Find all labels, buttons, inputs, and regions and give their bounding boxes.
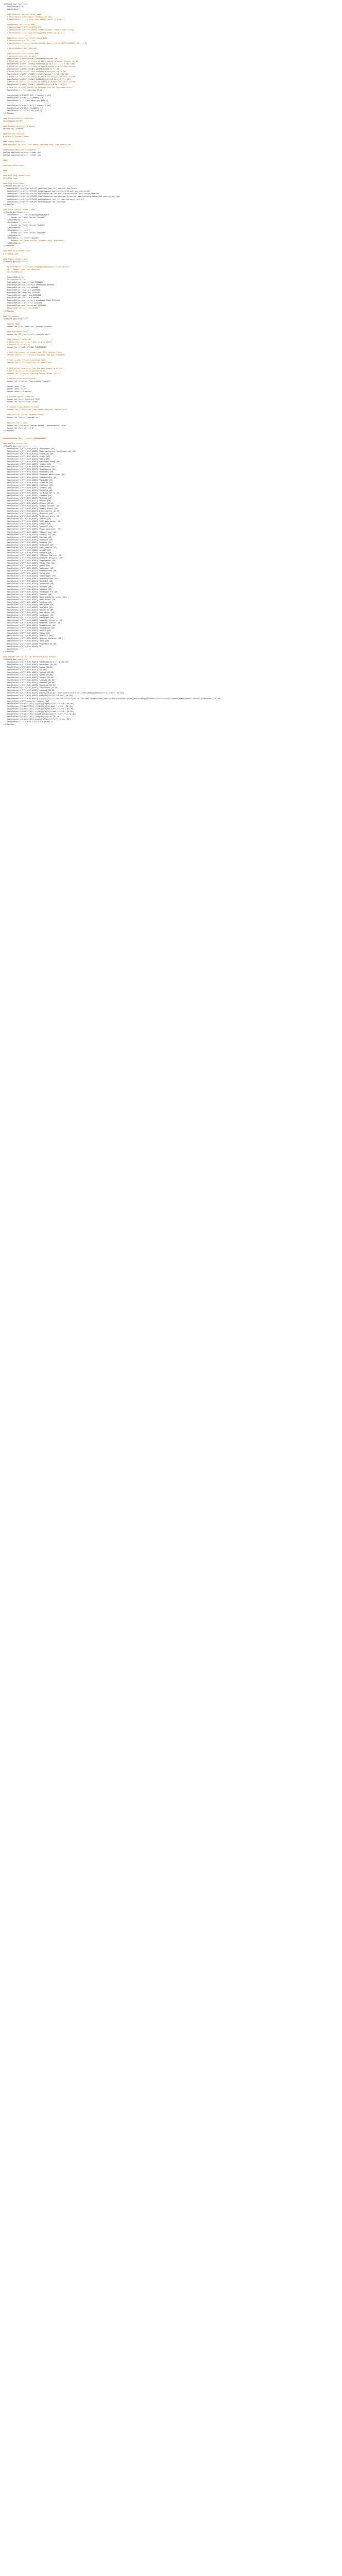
- code-line: RewriteCond %{HTTP_USER_AGENT} ^DISCo [OR]: [3, 458, 50, 461]
- code-line: RewriteCond %{HTTP_USER_AGENT} ^Widow [OR]: [3, 632, 50, 635]
- code-line: #### Set the Creator: [3, 421, 28, 424]
- code-line: # Prevent clickjacking: [3, 344, 30, 346]
- code-line: RewriteCond %{HTTP_USER_AGENT} ^WebGo\ IS [OR]: [3, 608, 55, 611]
- code-line: # Disable server signature: [3, 396, 34, 398]
- code-line: RewriteCond %{REQUEST_URI} (<|%3C)([^e]*e)+mbed.*(>|%3E) [NC,OR]: [3, 705, 73, 707]
- code-line: RewriteCond %{HTTP_USER_AGENT} ^Octopus [OR]: [3, 551, 53, 554]
- code-line: ExpiresByType application/x-shockwave-flash A2592000: [3, 299, 61, 302]
- code-line: # Send all blocked request to homepage with 403 Forbidden error!: [3, 86, 73, 89]
- code-line: RewriteCond %{HTTP_USER_AGENT} ^NetZIP [OR]: [3, 549, 52, 551]
- code-line: RewriteCond %{HTTP_USER_AGENT} ^Navroad [OR]: [3, 536, 53, 538]
- code-line: RewriteCond %{HTTP_USER_AGENT} ^$: [3, 645, 41, 648]
- code-line: #ExpiresByType text/html M3600: [3, 307, 38, 310]
- code-line: RewriteCond %{HTTP_USER_AGENT} ^Offline\ Explorer [OR]: [3, 554, 63, 556]
- code-line: RewriteCond %{HTTP_USER_AGENT} ^Mozilla/4.0$ [OR]: [3, 642, 58, 645]
- code-line: Header unset X-Pingback: [3, 390, 31, 393]
- code-line: RewriteRule ^(.*)$ index.php [F,L]: [3, 89, 42, 91]
- code-line: RewriteCond %{HTTP_USER_AGENT} ^NearSite [OR]: [3, 538, 54, 541]
- code-line: RewriteCond %{HTTP_USER_AGENT} ^NetAnts [OR]: [3, 541, 53, 544]
- code-line: RewriteCond %{QUERY_STRING} (<|%3C).*script.*(>|%3E) [NC,OR]: [3, 73, 69, 76]
- code-line: ExpiresByType image/gif A2592000: [3, 289, 40, 292]
- code-line: RewriteCond %{HTTP_USER_AGENT} ^Internet\ Ninja [OR]: [3, 515, 61, 518]
- code-line: #### Sample Redirects: [3, 141, 25, 143]
- code-line: RewriteCond %{HTTP_USER_AGENT} ^WebWhacker [OR]: [3, 627, 56, 630]
- code-line: #### HTTP ETag header ####: [3, 175, 30, 177]
- code-line: RewriteBase /: [3, 8, 21, 11]
- code-line: AddOutputFilterByType DEFLATE image/svg+xml application/xhtml+xml application/xml: [3, 190, 90, 193]
- code-line: RewriteCond %{HTTP_USER_AGENT} (%0A|%0D|%27|%3C|%3E|%00) [NC,OR]: [3, 694, 73, 697]
- code-line: AddOutputFilterByType DEFLATE application/x-font-ttf application/x-font-otf: [3, 198, 84, 200]
- code-line: RewriteCond %{HTTP_USER_AGENT} HTTrack [NC,OR]: [3, 502, 55, 504]
- code-line: </FilesMatch>: [3, 242, 21, 245]
- code-line: RewriteCond %{HTTP_USER_AGENT} ^NetSpider [OR]: [3, 544, 55, 546]
- code-line: RewriteCond %{HTTP_USER_AGENT} ^Mass\ Downloader [OR]: [3, 528, 62, 531]
- code-line: RewriteCond %{REQUEST_URI} (<|%3C)([^o]*o)+bject.*(>|%3E) [NC,OR]: [3, 707, 74, 710]
- code-line: ####: [3, 159, 7, 161]
- code-line: #Header set Cache-Control "private, must-revalidate": [3, 240, 65, 242]
- code-line: RewriteRule ^(.*)$ app_admin.php [QSA,L]: [3, 99, 48, 101]
- code-line: </IfModule>: [3, 310, 14, 312]
- code-line: RewriteCond %{HTTP_USER_AGENT} ^Offline\ Navigator [OR]: [3, 556, 64, 559]
- code-line: RewriteCond %{HTTP_USER_AGENT} ^nessus [NC,OR]: [3, 676, 55, 679]
- code-line: <IfModule mod_rewrite.c>: [3, 658, 28, 660]
- code-line: Header set Cache-Control "private": [3, 232, 46, 234]
- code-line: RewriteCond %{QUERY_STRING} base64_encode.*(.*) [OR]: [3, 68, 61, 71]
- code-line: RewriteCond %{HTTP_USER_AGENT} ^atraf|overture|strip [NC,OR]: [3, 660, 69, 663]
- code-line: #Header set X-Content-Security-Policy "allow 'self';": [3, 372, 62, 375]
- code-line: RewriteCond %{HTTP_USER_AGENT} ^EirGrabber [OR]: [3, 466, 56, 468]
- code-line: # FileETag none: [3, 252, 19, 255]
- code-line: RewriteCond %{QUERY_STRING} _REQUEST(=|\[|\%[0-9A-Z]{0,2}): [3, 83, 67, 86]
- code-line: #### Disable directory Browsing: [3, 125, 35, 128]
- code-line: Header set Created-By "George Bardis - george@bardis.info": [3, 424, 67, 427]
- code-line: #### HTTP ETag header ####: [3, 250, 30, 252]
- code-line: ####Prevent hotlinking ####: [3, 24, 35, 26]
- code-line: RewriteCond %{HTTP_USER_AGENT} ^BlackWidow [OR]: [3, 448, 56, 450]
- code-line: AddOutputFilterByType DEFLATE application/rdf+xml application/rss+xml application/atom+xml: [3, 193, 99, 195]
- code-line: # RewriteCond %{HTTPS} !=on: [3, 39, 35, 42]
- code-line: #### Set headers: [3, 315, 20, 317]
- code-line: RewriteCond %{HTTP_USER_AGENT} ^jbrofuzz [NC,OR]: [3, 684, 57, 687]
- code-line: RewriteCond %{HTTP_USER_AGENT} ^InterGET [OR]: [3, 513, 54, 515]
- code-line: RewriteCond %{HTTP_USER_AGENT} ^Mister\ PiX [OR]: [3, 533, 57, 536]
- code-line: ExpiresByType video/x-flv A2592000: [3, 302, 42, 304]
- code-line: AddOutputFilterByType DEFLATE font/truetype font/opentype: [3, 200, 66, 203]
- code-line: <IfModule mod_rewrite.c>: [3, 445, 28, 447]
- code-line: #### Another bots as well as malicious input blocker: [3, 655, 57, 658]
- code-line: RewriteCond %{HTTP_USER_AGENT} ^HMView [OR]: [3, 499, 52, 502]
- code-line: RewriteCond %{HTTP_USER_AGENT} ^sqlmap [NC,OR]: [3, 671, 55, 674]
- code-line: <IfModule mod_rewrite.c>: [3, 3, 28, 5]
- code-line: RewriteCond %{HTTP_USER_AGENT} ^Image\ Stripper [OR]: [3, 505, 61, 507]
- code-line: RewriteCond %{HTTP_USER_AGENT} (;|<|>|'|"|\)|\(|%0A|%0D|%22|%27|%28|%3C|%3E|%00).*(libwww-perl|wget|python|nikto|curl|scan|java|winhttp|HTTrack|clshttp|archiver|loader|email|harvest|extract|grab|miner) [NC,OR]: [3, 697, 221, 700]
- code-line: ####: [3, 170, 7, 172]
- code-line: </IfModule>: [3, 203, 14, 206]
- code-line: #Options+ MultiViews: [3, 164, 24, 166]
- code-line: ##</FilesMatch>: [3, 270, 23, 273]
- code-line: <IfModule mod_deflate.c>: [3, 185, 28, 188]
- code-line: RewriteCond %{HTTP:Acunetix-Product} ^WVS: [3, 700, 49, 702]
- code-line: #### Redirect 301 http://www.domain.com/home http://www.domain.com: [3, 143, 71, 146]
- code-line: #### Bad bot protection: [3, 442, 27, 445]
- code-line: Header set Cache-Control "public": [3, 224, 45, 226]
- code-line: # Control Cross-Domain Policies: [3, 406, 39, 409]
- code-line: #FileETag none: [3, 177, 18, 180]
- code-line: RewriteRule ^.* - [F,L]: [3, 648, 31, 650]
- code-line: RewriteCond %{HTTP_USER_AGENT} ^PageGrabber [OR]: [3, 560, 57, 562]
- code-line: RewriteCond %{HTTP_USER_AGENT} ^Bot\ mailto:craftbot@yahoo.com [OR]: [3, 450, 76, 453]
- code-line: </FilesMatch>: [3, 227, 21, 229]
- code-line: Header set ServerSignature "Off": [3, 398, 40, 401]
- code-line: RewriteCond %{HTTP_USER_AGENT} ^WebZIP [OR]: [3, 630, 52, 632]
- code-line: # Turn on IE8-IE9 XSS prevention tools: [3, 359, 46, 362]
- code-line: ExpiresByType text/css A604800: [3, 286, 38, 289]
- code-line: RewriteCond %{HTTP_USER_AGENT} ^RealDownload [OR]: [3, 570, 58, 572]
- code-line: ExpiresByType application/pdf A2592000: [3, 304, 46, 307]
- code-line: </IfModule>: [3, 245, 14, 247]
- code-line: RewriteCond %{HTTP_USER_AGENT} ^WebStripper [OR]: [3, 624, 57, 627]
- code-line: RewriteCond %{HTTP_USER_AGENT} ^Download\ Demon [OR]: [3, 461, 61, 463]
- code-line: AddOutputFilterByType DEFLATE text/javascript application/javascript application/x-javascript application/json: [3, 195, 120, 198]
- code-line: RewriteCond %{HTTP_USER_AGENT} ^Go-Ahead-Got-It [OR]: [3, 492, 61, 494]
- code-line: # Block out any script trying to set a PHP GLOBALS variable via URL: [3, 76, 76, 78]
- code-line: RewriteCond %{HTTP_USER_AGENT} ^libwhisker [NC,OR]: [3, 687, 59, 689]
- code-line: RewriteCond %{HTTP_USER_AGENT} ^larbin [OR]: [3, 523, 52, 526]
- code-line: <IfModule mod_headers.c>: [3, 317, 28, 320]
- code-line: <IfModule mod_expires.c>: [3, 260, 28, 263]
- code-line: RewriteCond %{HTTP_USER_AGENT} ^SuperHTTP [OR]: [3, 583, 55, 585]
- code-line: RewriteCond %{HTTP_USER_AGENT} ^SF [OR]: [3, 669, 47, 671]
- code-line: RewriteCond %{REQUEST_URI} !^/admin/.* [NC]: [3, 94, 52, 96]
- code-line: RewriteRule ^(.*)$ http://127.0.0.1 [R=301,L]: [3, 720, 54, 723]
- code-line: #ExpiresDefault A0: [3, 278, 26, 281]
- code-line: ############## Bots - Spiders ############: [3, 437, 46, 439]
- code-line: RewriteCond %{HTTP_USER_AGENT} ^WebSauger [OR]: [3, 617, 55, 619]
- code-line: #### Set the Content language header: [3, 414, 44, 416]
- code-line: Header set X-Content-Type-Options "nosniff": [3, 380, 52, 382]
- code-line: RewriteCond %{HTTP_USER_AGENT} ^Teleport\ Pro [OR]: [3, 590, 59, 593]
- code-line: <IfModule mod_headers.c>: [3, 211, 28, 213]
- code-line: RewriteCond %{HTTP_USER_AGENT} ^MIDown\ tool [OR]: [3, 531, 58, 533]
- code-line: RewriteCond %{QUERY_STRING} GLOBALS(=|\[|\%[0-9A-Z]{0,2}) [OR]: [3, 78, 71, 81]
- code-line: RewriteCond %{HTTP_USER_AGENT} ^SiteSnagger [OR]: [3, 575, 57, 578]
- code-line: RewriteCond %{HTTP_USER_AGENT} ^Express\ WebPictures [OR]: [3, 473, 66, 476]
- code-line: RewriteCond %{HTTP_USER_AGENT} ^JOC\ Web\ Spider [OR]: [3, 520, 62, 523]
- code-line: RewriteCond %{REQUEST_URI} base64_(en|de)code[^(]*\([^)]*\) [NC,OR]: [3, 713, 76, 715]
- code-line: Header unset Server: [3, 387, 27, 390]
- code-line: RewriteCond %{HTTP_USER_AGENT} ^WebReaper [OR]: [3, 614, 55, 617]
- code-line: # Block out any script trying to modify a _REQUEST variable via URL: [3, 81, 76, 83]
- code-line: #### Security Hardening: [3, 338, 31, 341]
- code-line: RewriteCond %{HTTP_USER_AGENT} ^FlashGet [OR]: [3, 481, 54, 484]
- code-line: RewriteCond %{HTTP_USER_AGENT} ^EmailWolf [OR]: [3, 471, 55, 473]
- code-line: # Block out any script trying to set a mosConfig value through the URL: [3, 60, 79, 63]
- code-line: RewriteCond %{REQUEST_URI} !^/admin/.* [NC]: [3, 104, 52, 107]
- code-line: </IfModule>: [3, 112, 14, 114]
- code-line: Header set Content-Language en: [3, 416, 38, 419]
- code-line: RewriteCond %{HTTP_USER_AGENT} ^eCatch [OR]: [3, 463, 52, 466]
- code-line: RewriteCond %{HTTP_USER_AGENT} ^EmailSiphon [OR]: [3, 468, 57, 471]
- code-line: RewriteEngine On: [3, 6, 24, 8]
- code-line: Header set Version "1.0.0": [3, 427, 34, 429]
- code-line: ExpiresByType application/x-javascript A604800: [3, 284, 55, 286]
- code-line: RewriteCond %{HTTP_USER_AGENT} ^Website\ eXtractor [OR]: [3, 619, 64, 622]
- code-line: RewriteCond %{QUERY_STRING} mosConfig_[a-zA-Z_]{1,21}(=|\%3D) [OR]: [3, 63, 75, 65]
- code-line: RewriteCond %{HTTP_USER_AGENT} ^EyeNetIE [OR]: [3, 479, 54, 481]
- code-line: RewriteCond %{HTTP_USER_AGENT} ^WebLeacher [OR]: [3, 611, 56, 614]
- code-line: # RewriteRule ^(login|register|join)$ https://%{HTTP_HOST}%{REQUEST_URI} [L,R]: [3, 42, 87, 44]
- code-line: RewriteCond %{HTTP_USER_AGENT} ^ReGet [OR]: [3, 572, 50, 575]
- code-line: RewriteRule ^(.*)$ app.php [QSA,L]: [3, 109, 42, 112]
- code-line: # RewriteRule \.(gif|jpg|swf|flv|png)$ /feed/ [R=302,L]: [3, 31, 64, 34]
- code-line: RewriteCond %{HTTP_USER_AGENT} ^dirbuster [NC,OR]: [3, 663, 58, 666]
- code-line: Options All -Indexes: [3, 128, 24, 130]
- code-line: RewriteCond %{HTTP_USER_AGENT} ^Openvas [NC,OR]: [3, 682, 56, 684]
- code-line: RewriteCond %{HTTP_USER_AGENT} ^whatweb [NC,OR]: [3, 679, 56, 682]
- code-line: RewriteCond %{HTTP_USER_AGENT} ^Go!Zilla [OR]: [3, 489, 54, 492]
- code-line: RewriteCond %{HTTP_USER_AGENT} ^VoidEYE [OR]: [3, 593, 53, 596]
- code-line: #### Force https for certain pages ####: [3, 37, 47, 39]
- code-line: ExpiresActive On: [3, 276, 24, 278]
- code-line: # Block out any script trying to base64_encode crap to send via URL: [3, 65, 76, 68]
- code-line: </IfModule>: [3, 429, 14, 432]
- code-line: #### Always download attachments: [3, 148, 36, 151]
- code-line: Header set P3P "policyref=\"/w3c/p3p.xml\"": [3, 333, 52, 335]
- code-line: RewriteCond %{HTTP_USER_AGENT} ^Xaldon\ WebSpider [OR]: [3, 637, 63, 640]
- code-line: #Header set X-XSS-Protection "1; mode=block": [3, 362, 53, 364]
- code-line: # Tell the browser to attempt the HTTPS version first: [3, 351, 62, 354]
- code-line: RewriteCond %{HTTP_USER_AGENT} ^WebCopier [OR]: [3, 603, 55, 606]
- code-line: Header set ServerTokens "Prod": [3, 401, 38, 403]
- code-line: RewriteCond %{HTTP_USER_AGENT} ^WWWOFFLE [OR]: [3, 635, 54, 637]
- code-line: Header unset ETag: [3, 385, 25, 387]
- code-line: # RewriteCond %{HTTP_REFERER} !^$: [3, 26, 41, 29]
- code-line: RewriteCond %{HTTP_USER_AGENT} (havij|libwww-perl|wget|python|nikto|curl|scan|java|winhttp|clshttp|loader) [NC,OR]: [3, 692, 124, 694]
- code-line: #### P3P Header ####: [3, 330, 28, 333]
- code-line: RewriteCond %{HTTP_USER_AGENT} ^fimap [NC,OR]: [3, 674, 54, 676]
- code-line: RewriteCond %{REQUEST_FILENAME} !-f: [3, 96, 43, 99]
- code-line: # ErrorDocument 500 /500.html: [3, 47, 37, 49]
- code-line: RewriteCond %{QUERY_STRING} proc/self/environ [OR]: [3, 57, 59, 60]
- code-line: </FilesMatch>: [3, 218, 21, 221]
- code-line: #### Cache-Control Headers ####: [3, 208, 35, 211]
- code-line: </IfModule>: [3, 650, 14, 653]
- code-line: RewriteCond %{HTTP_USER_AGENT} ^Custo [OR]: [3, 455, 50, 458]
- code-line: #### IE ####: [3, 323, 20, 325]
- htaccess-code-listing: [0, 0, 342, 726]
- code-line: RewriteCond %{HTTP_USER_AGENT} ^Web\ Image\ Collector [OR]: [3, 596, 67, 598]
- code-line: RewriteCond %{HTTP_USER_AGENT} ^Papa\ Foto [OR]: [3, 562, 56, 565]
- code-line: RewriteCond %{HTTP_USER_AGENT} ^GetWeb! [OR]: [3, 486, 53, 489]
- code-line: RewriteCond %{HTTP_USER_AGENT} ^Zeus [OR]: [3, 640, 49, 642]
- code-line: <FilesMatch "\.(ico|jpe?g|png|gif|swf)$">: [3, 213, 49, 216]
- code-line: #### Redirect non-www to www ####: [3, 13, 41, 16]
- code-line: Header set Cache-Control "public": [3, 216, 45, 218]
- code-line: RewriteCond %{HTTP_USER_AGENT} ^Grafula [OR]: [3, 497, 53, 499]
- code-line: ServerSignature Off: [3, 120, 23, 123]
- code-line: RewriteCond %{HTTP_USER_AGENT} ^pcBrowser [OR]: [3, 567, 55, 570]
- code-line: RewriteCond %{HTTP_USER_AGENT} ^Surfbot [OR]: [3, 585, 53, 588]
- code-line: RewriteCond %{HTTP_USER_AGENT} ^tAkeOut [OR]: [3, 588, 53, 590]
- code-line: AddType application/octet-stream .pdf: [3, 151, 41, 154]
- code-line: # Only allow JavaScript from the same domain to be run.: [3, 367, 64, 369]
- code-line: Header set X-FRAME-OPTIONS "SAMEORIGIN": [3, 346, 47, 349]
- code-line: RewriteCond %{HTTP_USER_AGENT} ^SuperBot [OR]: [3, 580, 54, 583]
- code-line: <FilesMatch "\.(js)$">: [3, 229, 30, 232]
- code-line: RewriteCond %{REQUEST_URI} union([^a]*a)+ll([^s]*s)+elect [NC]: [3, 718, 71, 720]
- code-line: ExpiresByType image/png A2592000: [3, 292, 40, 294]
- code-line: # RewriteRule ^(.*)$ http://www.domain.com/$1 [L,R=301]: [3, 19, 64, 21]
- code-line: RewriteCond %{HTTP_USER_AGENT} Indy\ Library [NC,OR]: [3, 510, 61, 513]
- code-line: ExpiresByType text/plain A86400: [3, 297, 39, 299]
- code-line: RewriteCond %{REQUEST_URI} (<|%3C)([^s]*s)+cript.*(>|%3E) [NC,OR]: [3, 702, 74, 705]
- code-line: RewriteCond %{HTTP_USER_AGENT} ^Website\ Quester [OR]: [3, 622, 62, 624]
- code-line: #### Disable server signature: [3, 117, 33, 120]
- code-line: #### Expire headers ####: [3, 258, 28, 260]
- code-line: RewriteCond %{HTTP_USER_AGENT} ^Net\ Vampire [OR]: [3, 546, 58, 549]
- code-line: RewriteCond %{HTTP_USER_AGENT} ^Image\ Sucker [OR]: [3, 507, 59, 510]
- code-line: RewriteCond %{HTTP_USER_AGENT} ^GetRight [OR]: [3, 484, 54, 486]
- code-line: AddOutputFilterByType DEFLATE text/html text/xml text/css text/plain: [3, 188, 77, 190]
- code-line: RewriteCond %{HTTP_USER_AGENT} ^WebAuto [OR]: [3, 601, 53, 603]
- code-line: #Header add Strict-Transport-Security "max-age=157680000": [3, 354, 66, 357]
- code-line: # RewriteCond %{HTTP_REFERER} !^http://(www\.)?domain.com/.*$ [NC]: [3, 29, 75, 31]
- code-line: ExpiresByType image/jpeg A2592000: [3, 294, 41, 297]
- code-line: RewriteCond %{HTTP_USER_AGENT} ^ChinaClaw [OR]: [3, 453, 55, 455]
- code-line: RewriteCond %{HTTP_USER_AGENT} ^SmartDownload [OR]: [3, 578, 59, 580]
- code-line: #Header set X-Permitted-Cross-Domain-Policies "master-only": [3, 409, 68, 411]
- code-line: <FilesMatch "\.(css)$">: [3, 221, 31, 224]
- code-line: RewriteCond %{HTTP_USER_AGENT} ^nikto [NC,OR]: [3, 666, 54, 668]
- code-line: <FilesMatch "\.(x?html?|php)$">: [3, 237, 39, 240]
- code-line: RewriteCond %{HTTP_USER_AGENT} ^pavuk [OR]: [3, 565, 50, 567]
- code-line: # SetEnv TZ Europe/London: [3, 135, 29, 138]
- code-line: # RewriteCond %{HTTP_HOST} ^domain\.com [NC]: [3, 16, 53, 19]
- code-line: RewriteCond %{HTTP_USER_AGENT} ^WebFetch [OR]: [3, 606, 54, 608]
- code-line: RewriteCond %{HTTP_USER_AGENT} ^LeechFTP [OR]: [3, 526, 54, 528]
- code-line: # Prevent mime based attacks: [3, 377, 36, 380]
- code-line: # Allow the site to be framed only by itself: [3, 341, 53, 344]
- code-line: # Don't allow inline JavaScript to run.: [3, 369, 47, 372]
- code-line: #### Set the timezone: [3, 133, 25, 135]
- code-line: #### Security restrictions ####: [3, 52, 39, 55]
- code-line: RewriteCond %{HTTP_USER_AGENT} ^ExtractorPro [OR]: [3, 476, 58, 479]
- code-line: AddType application/octet-stream .zip: [3, 154, 41, 156]
- code-line: # Block out any script that includes a <script> tag in URL: [3, 71, 67, 73]
- code-line: #### Gzip Files ####: [3, 182, 24, 185]
- code-line: RewriteCond %{HTTP_USER_AGENT} ^webshag [NC,OR]: [3, 689, 56, 692]
- code-line: ExpiresByType image/x-icon A2592000: [3, 281, 43, 284]
- code-line: RewriteCond %{HTTP_USER_AGENT} ^JetCar [OR]: [3, 518, 52, 520]
- code-line: RewriteCond %{REQUEST_FILENAME} !-f: [3, 107, 43, 109]
- code-line: # proc/self/environ? no way!: [3, 55, 36, 57]
- code-line: ##<FilesMatch "\.(ico|pdf|flv|jpg|jpeg|png|gif|js|css|swf)$">: [3, 265, 70, 268]
- code-line: RewriteCond %{HTTP_USER_AGENT} ^GrabNet [OR]: [3, 494, 53, 497]
- code-line: RewriteCond %{REQUEST_URI} (%0A|%0D|\\r|\\n) [NC,OR]: [3, 715, 61, 718]
- code-line: Header set X-UA-Compatible "IE=Edge,chrome=1": [3, 325, 54, 328]
- code-line: </IfModule>: [3, 723, 14, 725]
- code-line: RewriteCond %{HTTP_USER_AGENT} ^Web\ Sucker [OR]: [3, 598, 57, 601]
- code-line: ## Header unset Last-Modified: [3, 268, 40, 270]
- code-line: RewriteCond %{REQUEST_URI} (<|%3C)([^i]*i)+frame.*(>|%3E) [NC,OR]: [3, 710, 74, 713]
- code-line: </FilesMatch>: [3, 234, 21, 237]
